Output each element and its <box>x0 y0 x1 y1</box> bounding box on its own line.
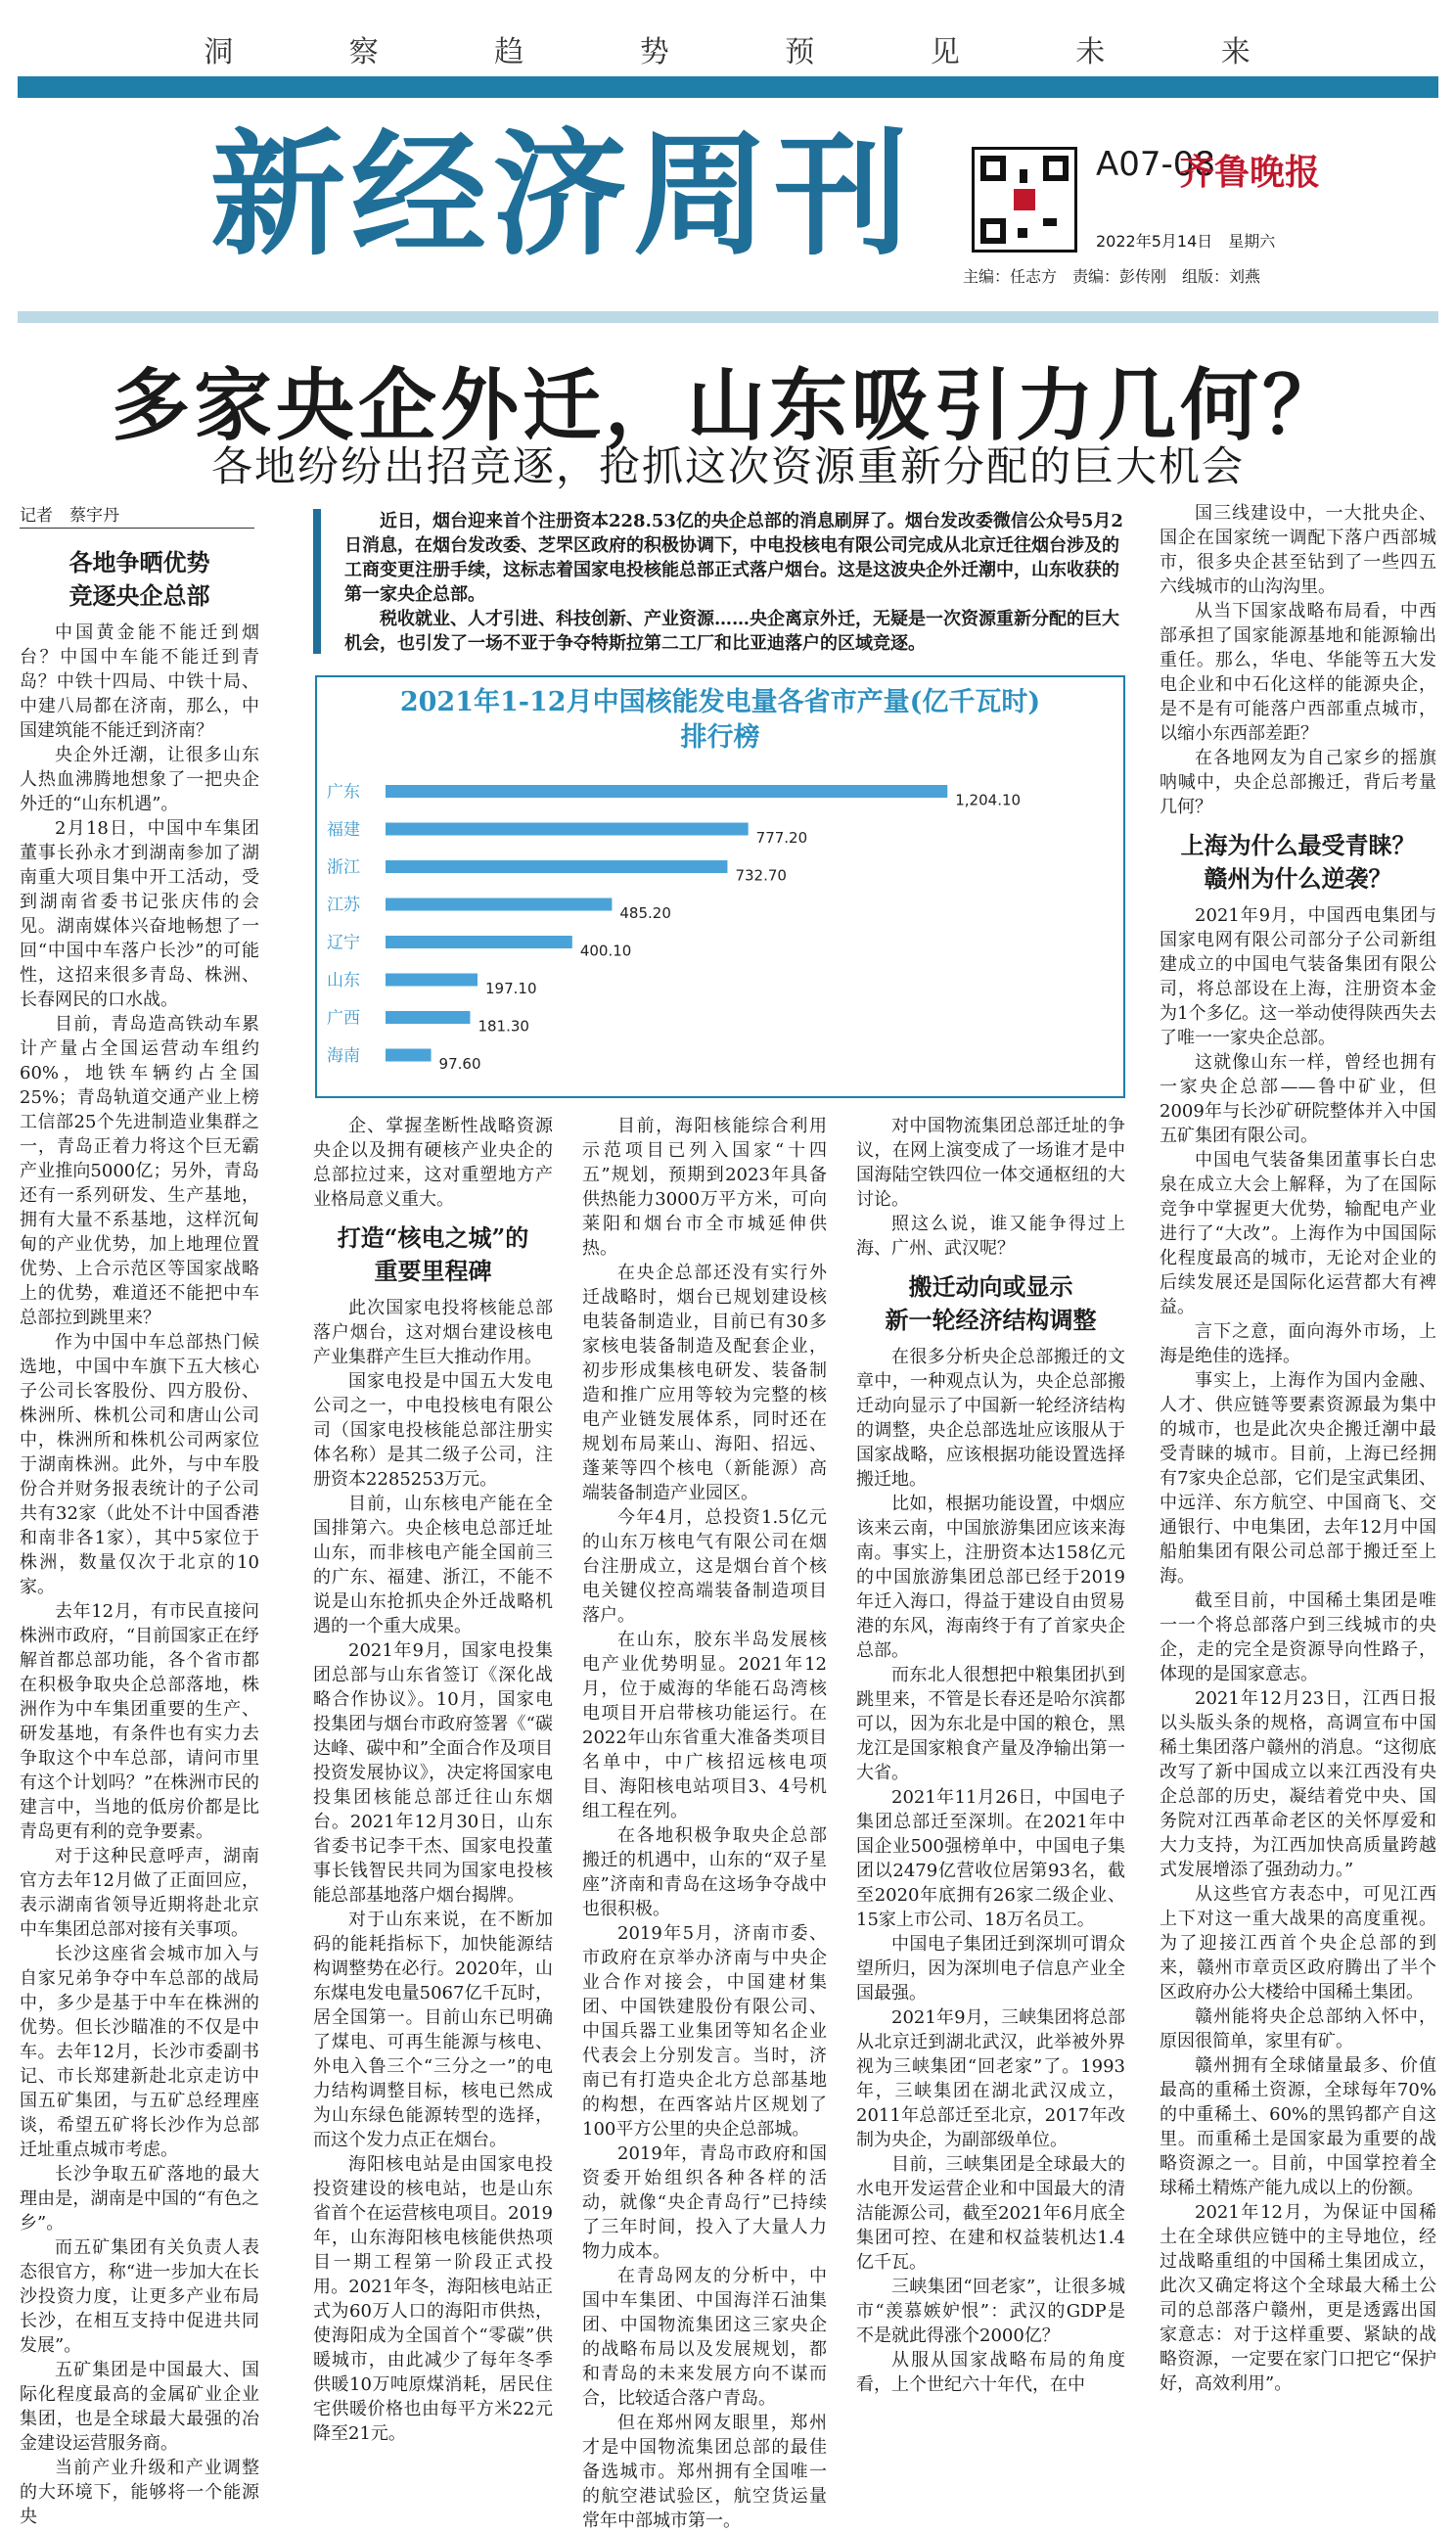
motto-char: 势 <box>639 35 671 69</box>
article-paragraph: 中国电气装备集团董事长白忠泉在成立大会上解释，为了在国际竞争中掌握更大优势，输配电产业进行了“大改”。上海作为中国国际化程度最高的城市，无论对企业的后续发展还是国际化运营都大有裨益。 <box>1160 1150 1436 1317</box>
byline: 记者 蔡宇丹 <box>20 501 254 529</box>
section-heading-line: 新一轮经济结构调整 <box>885 1306 1097 1334</box>
column-2 <box>313 1114 553 2444</box>
column-5 <box>1160 501 1436 2394</box>
article-paragraph: 而东北人很想把中粮集团扒到跳里来，不管是长春还是哈尔滨都可以，因为东北是中国的粮仓，黑龙江是国家粮食产量及净输出第一大省。 <box>856 1665 1125 1783</box>
article-paragraph: 2021年11月26日，中国电子集团总部迁至深圳。在2021年中国企业500强榜单中，中国电子集团以2479亿营收位居第93名，截至2020年底拥有26家二级企业、15家上市公司、18万名员工。 <box>856 1787 1125 1930</box>
article-paragraph: 言下之意，面向海外市场，上海是绝佳的选择。 <box>1160 1321 1436 1366</box>
lead-para: 近日，烟台迎来首个注册资本228.53亿的央企总部的消息刷屏了。烟台发改委微信公众号5月2日消息，在烟台发改委、芝罘区政府的积极协调下，中电投核电有限公司完成从北京迁往烟台涉及的工商变更注册手续，这标志着国家电投核能总部正式落户烟台。这是这波央企外迁潮中，山东收获的第一家央企总部。 <box>344 511 1123 605</box>
article-paragraph: 国三线建设中，一大批央企、国企在国家统一调配下落户西部城市，很多央企甚至钻到了一些四五六线城市的山沟沟里。 <box>1160 503 1436 597</box>
article-paragraph: 目前，海阳核能综合利用示范项目已列入国家“十四五”规划，预期到2023年具备供热能力3000万平方米，可向莱阳和烟台市全市城延伸供热。 <box>582 1116 827 1259</box>
chart-title-line2: 排行榜 <box>680 722 760 753</box>
article-paragraph: 此次国家电投将核能总部落户烟台，这对烟台建设核电产业集群产生巨大推动作用。 <box>313 1298 553 1367</box>
article-paragraph: 比如，根据功能设置，中烟应该来云南，中国旅游集团应该来海南。事实上，注册资本达158亿元的中国旅游集团总部已经于2019年迁入海口，得益于建设自由贸易港的东风，海南终于有了首家央企总部。 <box>856 1494 1125 1661</box>
article-paragraph: 从当下国家战略布局看，中西部承担了国家能源基地和能源输出重任。那么，华电、华能等五大发电企业和中石化这样的能源央企，是不是有可能落户西部重点城市，以缩小东西部差距？ <box>1160 601 1436 744</box>
article-paragraph: 作为中国中车总部热门候选地，中国中车旗下五大核心子公司长客股份、四方股份、株洲所、株机公司和唐山公司中，株洲所和株机公司两家位于湖南株洲。此外，与中车股份合并财务报表统计的子公司共有32家（此处不计中国香港和南非各1家），其中5家位于株洲，数量仅次于北京的10家。 <box>20 1332 259 1597</box>
article-paragraph: 五矿集团是中国最大、国际化程度最高的金属矿业企业集团，也是全球最大最强的冶金建设运营服务商。 <box>20 2360 259 2454</box>
article-paragraph: 在山东，胶东半岛发展核电产业优势明显。2021年12月，位于威海的华能石岛湾核电项目开启带核功能运行。在2022年山东省重大准备类项目名单中，中广核招远核电项目、海阳核电站项目3、4号机组工程在列。 <box>582 1630 827 1821</box>
motto-char: 察 <box>348 35 381 69</box>
page-number: A07-08 <box>1096 145 1216 184</box>
article-paragraph: 从这些官方表态中，可见江西上下对这一重大战果的高度重视。为了迎接江西首个央企总部的到来，赣州市章贡区政府腾出了半个区政府办公大楼给中国稀土集团。 <box>1160 1884 1436 2003</box>
chart-bar <box>386 785 947 798</box>
article-paragraph: 目前，青岛造高铁动车累计产量占全国运营动车组约60%，地铁车辆约占全国25%；青岛轨道交通产业上榜工信部25个先进制造业集群之一，青岛正着力将这个巨无霸产业推向5000亿；另外，青岛还有一系列研发、生产基地，拥有大量不系基地，这样沉甸甸的产业优势，加上地理位置优势、上合示范区等国家战略上的优势，难道还不能把中车总部拉到跳里来？ <box>20 1014 259 1328</box>
motto-char: 预 <box>785 35 817 69</box>
motto-char: 趋 <box>494 35 526 69</box>
section-heading <box>1160 829 1436 896</box>
section-heading-line: 竞逐央企总部 <box>68 581 210 610</box>
chart-bar <box>386 936 572 948</box>
chart-title-line1: 2021年1-12月中国核能发电量各省市产量(亿千瓦时) <box>399 687 1041 717</box>
chart-category-label: 江苏 <box>327 896 360 915</box>
chart-value-label: 181.30 <box>478 1017 529 1036</box>
article-paragraph: 对中国物流集团总部迁址的争议，在网上演变成了一场谁才是中国海陆空铁四位一体交通枢纽的大讨论。 <box>856 1116 1125 1210</box>
chart-category-label: 浙江 <box>327 857 360 878</box>
header-rule <box>18 311 1438 323</box>
lead-para: 税收就业、人才引进、科技创新、产业资源……央企离京外迁，无疑是一次资源重新分配的巨大机会，也引发了一场不亚于争夺特斯拉第二工厂和比亚迪落户的区域竞逐。 <box>344 609 1119 654</box>
chart-value-label: 1,204.10 <box>955 791 1022 809</box>
article-paragraph: 2019年5月，济南市委、市政府在京举办济南与中央企业合作对接会，中国建材集团、中国铁建股份有限公司、中国兵器工业集团等知名企业代表会上分别发言。当时，济南已有打造央企北方总部基地的构想，在西客站片区规划了100平方公里的央企总部城。 <box>582 1923 827 2140</box>
chart-category-label: 辽宁 <box>327 933 360 953</box>
motto-char: 洞 <box>204 35 236 69</box>
lead-paragraph <box>313 509 1125 654</box>
chart-bar <box>386 823 749 836</box>
newspaper-logo: 齐鲁晚报 <box>1179 152 1321 193</box>
article-paragraph: 2019年，青岛市政府和国资委开始组织各种各样的活动，就像“央企青岛行”已持续了三年时间，投入了大量人力物力成本。 <box>582 2143 827 2262</box>
chart-category-label: 广东 <box>327 782 360 803</box>
motto-bar <box>0 27 1456 76</box>
chart-value-label: 777.20 <box>755 829 808 847</box>
article-paragraph: 而五矿集团有关负责人表态很官方，称“进一步加大在长沙投资力度，让更多产业布局长沙，在相互支持中促进共同发展”。 <box>20 2237 259 2356</box>
column-1 <box>20 536 259 2527</box>
chart-value-label: 400.10 <box>579 942 632 960</box>
chart-value-label: 97.60 <box>438 1055 481 1073</box>
chart-category-label: 广西 <box>327 1008 360 1029</box>
article-paragraph: 照这么说，谁又能争得过上海、广州、武汉呢？ <box>856 1214 1125 1259</box>
chart-bar <box>386 974 478 987</box>
subheadline: 各地纷纷出招竞逐，抢抓这次资源重新分配的巨大机会 <box>210 442 1245 490</box>
article-paragraph: 今年4月，总投资1.5亿元的山东万核电气有限公司在烟台注册成立，这是烟台首个核电关键仪控高端装备制造项目落户。 <box>582 1507 827 1626</box>
section-heading-line: 上海为什么最受青睐？ <box>1180 831 1416 859</box>
section-heading-line: 搬迁动向或显示 <box>908 1272 1073 1301</box>
chart-bar <box>386 1049 432 1062</box>
article-paragraph: 在央企总部还没有实行外迁战略时，烟台已规划建设核电装备制造业，目前已有30多家核电装备制造及配套企业，初步形成集核电研发、装备制造和推广应用等较为完整的核电产业链发展体系，同时还在规划布局莱山、海阳、招远、蓬莱等四个核电（新能源）高端装备制造产业园区。 <box>582 1263 827 1503</box>
chart-plot <box>317 677 1123 1096</box>
article-paragraph: 目前，山东核电产能在全国排第六。央企核电总部迁址山东，而非核电产能全国前三的广东、福建、浙江，不能不说是山东抢抓央企外迁战略机遇的一个重大成果。 <box>313 1494 553 1636</box>
article-paragraph: 中国电子集团迁到深圳可谓众望所归，因为深圳电子信息产业全国最强。 <box>856 1934 1125 2003</box>
article-paragraph: 2月18日，中国中车集团董事长孙永才到湖南参加了湖南重大项目集中开工活动，受到湖南省委书记张庆伟的会见。湖南媒体兴奋地畅想了一回“中国中车落户长沙”的可能性，这招来很多青岛、株洲、长春网民的口水战。 <box>20 818 259 1010</box>
article-paragraph: 三峡集团“回老家”，让很多城市“羡慕嫉妒恨”：武汉的GDP是不是就此得涨个2000亿？ <box>856 2277 1125 2346</box>
chart-value-label: 732.70 <box>735 866 787 885</box>
article-paragraph: 事实上，上海作为国内金融、人才、供应链等要素资源最为集中的城市，也是此次央企搬迁潮中最受青睐的城市。目前，上海已经拥有7家央企总部，它们是宝武集团、中远洋、东方航空、中国商飞、交通银行、中电集团，去年12月中国船舶集团有限公司总部于搬迁至上海。 <box>1160 1370 1436 1587</box>
section-heading-line: 打造“核电之城”的 <box>337 1223 529 1252</box>
motto-char: 见 <box>930 35 962 69</box>
article-paragraph: 目前，三峡集团是全球最大的水电开发运营企业和中国最大的清洁能源公司，截至2021年6月底全集团可控、在建和权益装机达1.4亿千瓦。 <box>856 2154 1125 2273</box>
section-heading <box>856 1270 1125 1337</box>
article-paragraph: 这就像山东一样，曾经也拥有一家央企总部——鲁中矿业，但2009年与长沙矿研院整体并入中国五矿集团有限公司。 <box>1160 1052 1436 1146</box>
article-paragraph: 央企外迁潮，让很多山东人热血沸腾地想象了一把央企外迁的“山东机遇”。 <box>20 745 259 814</box>
article-paragraph: 国家电投是中国五大发电公司之一，中电投核电有限公司（国家电投核能总部注册实体名称）是其二级子公司，注册资本2285253万元。 <box>313 1371 553 1490</box>
article-paragraph: 但在郑州网友眼里，郑州才是中国物流集团总部的最佳备选城市。郑州拥有全国唯一的航空港试验区，航空货运量常年中部城市第一。 <box>582 2413 827 2531</box>
article-paragraph: 在青岛网友的分析中，中国中车集团、中国海洋石油集团、中国物流集团这三家央企的战略布局以及发展规划，都和青岛的未来发展方向不谋而合，比较适合落户青岛。 <box>582 2266 827 2409</box>
chart-category-label: 山东 <box>327 971 360 990</box>
section-heading-line: 赣州为什么逆袭？ <box>1204 864 1392 893</box>
motto-char: 未 <box>1075 35 1108 69</box>
article-paragraph: 企、掌握垄断性战略资源央企以及拥有硬核产业央企的总部拉过来，这对重塑地方产业格局意义重大。 <box>313 1116 553 1210</box>
chart-value-label: 485.20 <box>619 904 671 922</box>
issue-date: 2022年5月14日 星期六 <box>1096 232 1276 251</box>
section-heading-1 <box>20 546 259 613</box>
top-color-bar <box>18 76 1438 98</box>
article-paragraph: 在很多分析央企总部搬迁的文章中，一种观点认为，央企总部搬迁动向显示了中国新一轮经济结构的调整，央企总部选址应该服从于国家战略，应该根据功能设置选择搬迁地。 <box>856 1347 1125 1490</box>
masthead-title: 新经济周刊 <box>210 116 916 274</box>
chart-category-label: 福建 <box>327 820 360 840</box>
article-paragraph: 对于山东来说，在不断加码的能耗指标下，加快能源结构调整势在必行。2020年，山东煤电发电量5067亿千瓦时，居全国第一。目前山东已明确了煤电、可再生能源与核电、外电入鲁三个“三分之一”的电力结构调整目标，核电已然成为山东绿色能源转型的选择，而这个发力点正在烟台。 <box>313 1910 553 2150</box>
article-paragraph: 2021年9月，中国西电集团与国家电网有限公司部分子公司新组建成立的中国电气装备集团有限公司，将总部设在上海，注册资本金为1个多亿。这一举动使得陕西失去了唯一一家央企总部。 <box>1160 905 1436 1048</box>
column-4 <box>856 1114 1125 2395</box>
qr-code-icon <box>972 147 1077 253</box>
article-paragraph: 长沙这座省会城市加入与自家兄弟争夺中车总部的战局中，多少是基于中车在株洲的优势。但长沙瞄准的不仅是中车。去年12月，长沙市委副书记、市长郑建新赴北京走访中国五矿集团，与五矿总经理座谈，希望五矿将长沙作为总部迁址重点城市考虑。 <box>20 1944 259 2160</box>
nuclear-ranking-chart <box>315 675 1125 1098</box>
article-paragraph: 对于这种民意呼声，湖南官方去年12月做了正面回应，表示湖南省领导近期将赴北京中车集团总部对接有关事项。 <box>20 1846 259 1940</box>
article-paragraph: 截至目前，中国稀土集团是唯一一个将总部落户到三线城市的央企，走的完全是资源导向性路子，体现的是国家意志。 <box>1160 1590 1436 1684</box>
headline: 多家央企外迁，山东吸引力几何？ <box>112 359 1344 451</box>
article-paragraph: 赣州拥有全球储量最多、价值最高的重稀土资源，全球每年70%的中重稀土、60%的黑钨都产自这里。而重稀土是国家最为重要的战略资源之一。目前，中国掌控着全球稀土精炼产能九成以上的份额。 <box>1160 2055 1436 2198</box>
chart-bar <box>386 860 727 873</box>
article-paragraph: 2021年9月，国家电投集团总部与山东省签订《深化战略合作协议》。10月，国家电投集团与烟台市政府签署《“碳达峰、碳中和”全面合作及项目投资发展协议》，决定将国家电投集团核能总部迁往山东烟台。2021年12月30日，山东省委书记李干杰、国家电投董事长钱智民共同为国家电投核能总部基地落户烟台揭牌。 <box>313 1640 553 1906</box>
article-paragraph: 2021年9月，三峡集团将总部从北京迁到湖北武汉，此举被外界视为三峡集团“回老家”了。1993年，三峡集团在湖北武汉成立，2011年总部迁至北京，2017年改制为央企，为副部级单位。 <box>856 2007 1125 2150</box>
article-paragraph: 2021年12月23日，江西日报以头版头条的规格，高调宣布中国稀土集团落户赣州的消息。“这彻底改写了新中国成立以来江西没有央企总部的历史，凝结着党中央、国务院对江西革命老区的关怀厚爱和大力支持，为江西加快高质量跨越式发展增添了强劲动力。” <box>1160 1688 1436 1880</box>
article-paragraph: 长沙争取五矿落地的最大理由是，湖南是中国的“有色之乡”。 <box>20 2164 259 2234</box>
article-paragraph: 从服从国家战略布局的角度看，上个世纪六十年代，在中 <box>856 2350 1125 2395</box>
column-3 <box>582 1114 827 2531</box>
article-paragraph: 当前产业升级和产业调整的大环境下，能够将一个能源央 <box>20 2458 259 2527</box>
editor-credits: 主编：任志方 责编：彭传刚 组版：刘燕 <box>963 267 1261 286</box>
article-paragraph: 中国黄金能不能迁到烟台？中国中车能不能迁到青岛？中铁十四局、中铁十局、中建八局都在济南，那么，中国建筑能不能迁到济南？ <box>20 622 259 741</box>
article-paragraph: 去年12月，有市民直接问株洲市政府，“目前国家正在纾解首都总部功能，各个省市都在积极争取央企总部落地，株洲作为中车集团重要的生产、研发基地，有条件也有实力去争取这个中车总部，请问市里有这个计划吗？”在株洲市民的建言中，当地的低房价都是比青岛更有利的竞争要素。 <box>20 1601 259 1842</box>
article-paragraph: 在各地网友为自己家乡的摇旗呐喊中，央企总部搬迁，背后考量几何？ <box>1160 748 1436 817</box>
article-paragraph: 海阳核电站是由国家电投投资建设的核电站，也是山东省首个在运营核电项目。2019年，山东海阳核电核能供热项目一期工程第一阶段正式投用。2021年冬，海阳核电站正式为60万人口的海阳市供热，使海阳成为全国首个“零碳”供暖城市，由此减少了每年冬季供暖10万吨原煤消耗，居民住宅供暖价格也由每平方米22元降至21元。 <box>313 2154 553 2444</box>
section-heading-line: 重要里程碑 <box>374 1257 492 1285</box>
chart-value-label: 197.10 <box>485 980 537 997</box>
article-paragraph: 在各地积极争取央企总部搬迁的机遇中，山东的“双子星座”济南和青岛在这场争夺战中也很积极。 <box>582 1825 827 1919</box>
article-paragraph: 赣州能将央企总部纳入怀中，原因很简单，家里有矿。 <box>1160 2006 1436 2051</box>
chart-bar <box>386 1011 470 1024</box>
chart-bar <box>386 898 612 911</box>
motto-char: 来 <box>1220 35 1252 69</box>
section-heading-line: 各地争晒优势 <box>68 548 210 576</box>
chart-category-label: 海南 <box>327 1046 360 1066</box>
article-paragraph: 2021年12月，为保证中国稀土在全球供应链中的主导地位，经过战略重组的中国稀土集团成立，此次又确定将这个全球最大稀土公司的总部落户赣州，更是透露出国家意志：对于这样重要、紧缺的战略资源，一定要在家门口把它“保护好，高效利用”。 <box>1160 2202 1436 2394</box>
section-heading <box>313 1221 553 1288</box>
